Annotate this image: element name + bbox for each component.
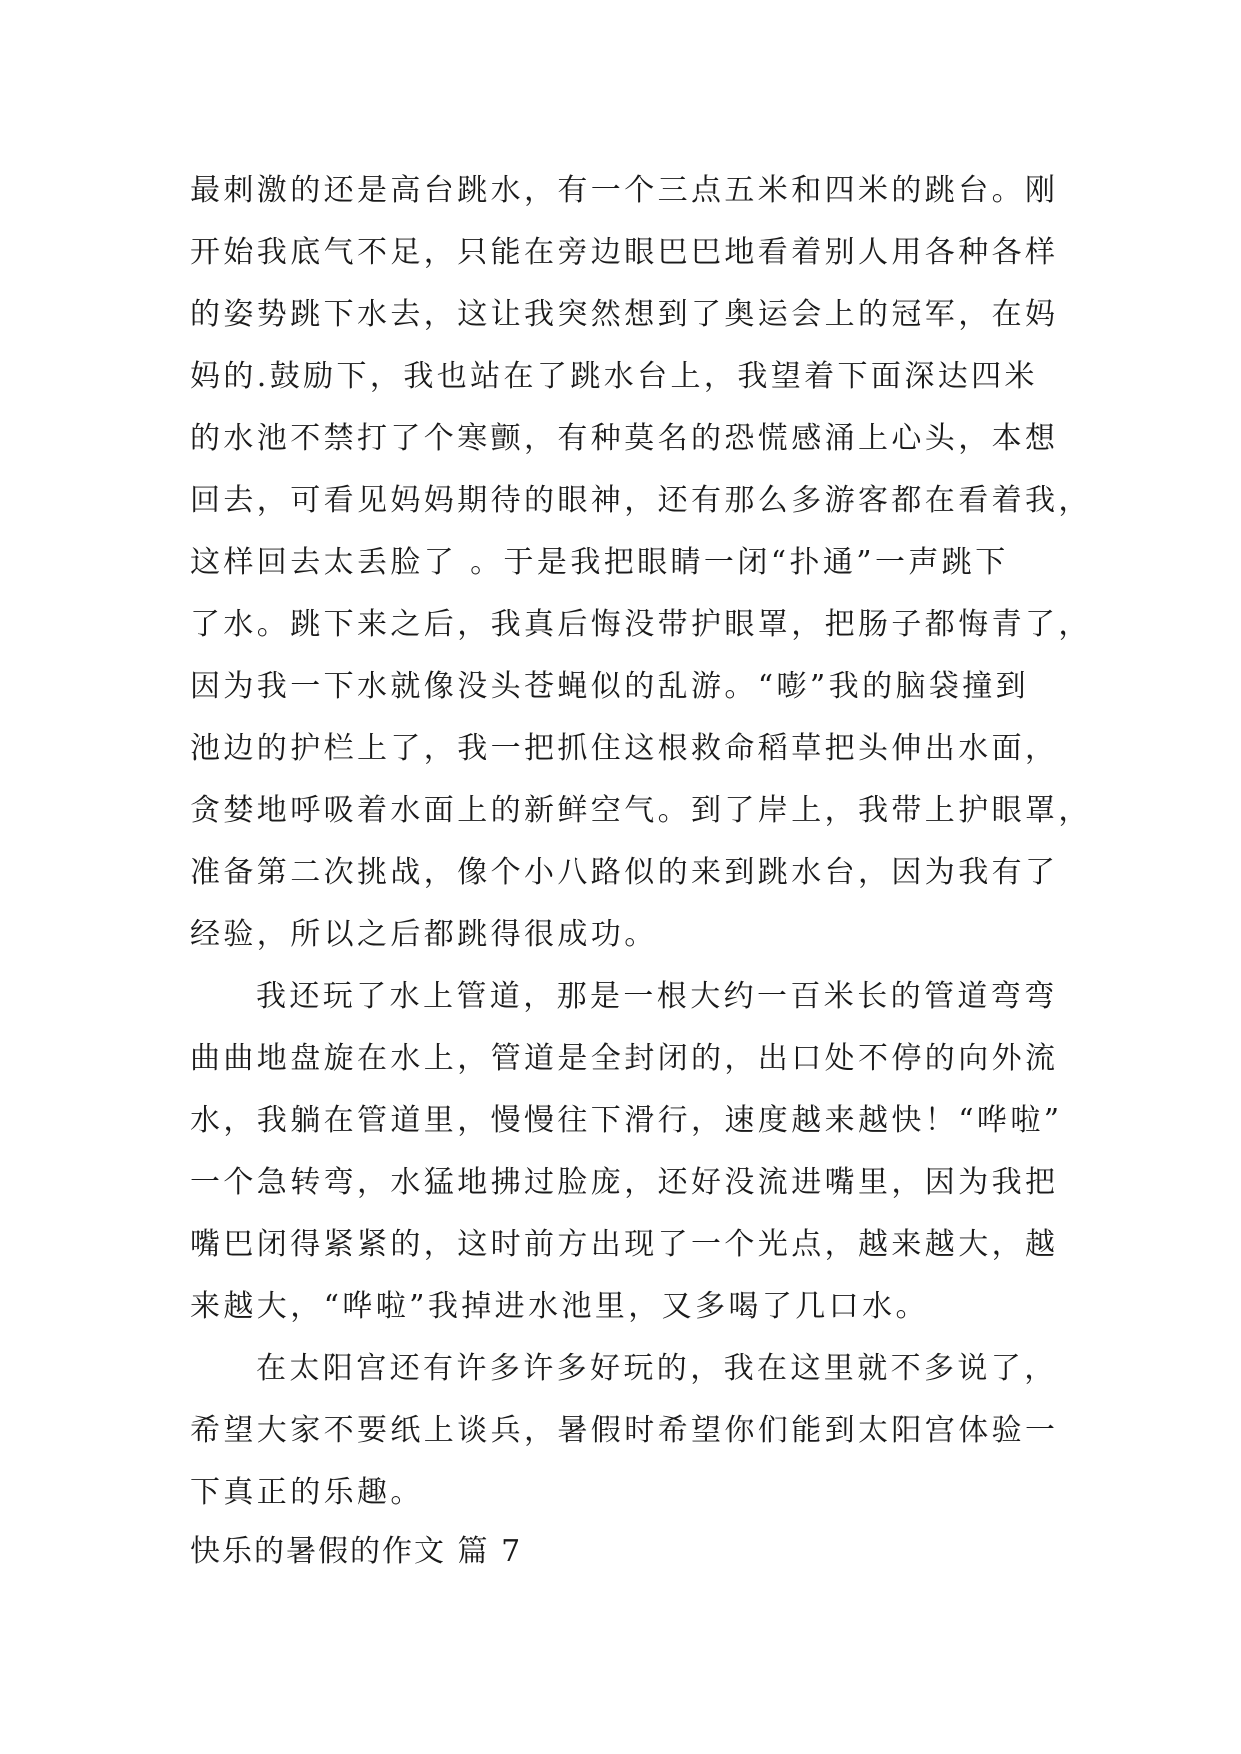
- text-line: 的水池不禁打了个寒颤，有种莫名的恐慌感涌上心头，本想: [190, 421, 1059, 456]
- text-line: 希望大家不要纸上谈兵，暑假时希望你们能到太阳宫体验一: [190, 1413, 1059, 1448]
- text-line: 最刺激的还是高台跳水，有一个三点五米和四米的跳台。刚: [190, 173, 1059, 208]
- text-line: 的姿势跳下水去，这让我突然想到了奥运会上的冠军，在妈: [190, 297, 1059, 332]
- text-line: 这样回去太丢脸了 。于是我把眼睛一闭“扑通”一声跳下: [190, 545, 1009, 580]
- essay-section-heading: 快乐的暑假的作文 篇 7: [190, 1534, 523, 1569]
- text-line: 在太阳宫还有许多许多好玩的，我在这里就不多说了，: [256, 1351, 1058, 1386]
- text-line: 因为我一下水就像没头苍蝇似的乱游。“嘭”我的脑袋撞到: [190, 669, 1030, 704]
- paragraph-conclusion: [190, 1338, 1070, 1524]
- text-line: 嘴巴闭得紧紧的，这时前方出现了一个光点，越来越大，越: [190, 1227, 1059, 1262]
- text-line: 准备第二次挑战，像个小八路似的来到跳水台，因为我有了: [190, 855, 1059, 890]
- text-line: 水，我躺在管道里，慢慢往下滑行，速度越来越快！“哗啦”: [190, 1103, 1063, 1138]
- text-line: 妈的.鼓励下，我也站在了跳水台上，我望着下面深达四米: [190, 359, 1038, 394]
- text-line: 我还玩了水上管道，那是一根大约一百米长的管道弯弯: [256, 979, 1058, 1014]
- text-line: 来越大，“哗啦”我掉进水池里，又多喝了几口水。: [190, 1289, 929, 1324]
- essay-body: [190, 160, 1092, 1524]
- paragraph-high-dive: [190, 160, 1092, 966]
- text-line: 经验，所以之后都跳得很成功。: [190, 917, 658, 952]
- text-line: 开始我底气不足，只能在旁边眼巴巴地看着别人用各种各样: [190, 235, 1059, 270]
- text-line: 一个急转弯，水猛地拂过脸庞，还好没流进嘴里，因为我把: [190, 1165, 1059, 1200]
- text-line: 回去，可看见妈妈期待的眼神，还有那么多游客都在看着我，: [190, 483, 1092, 518]
- paragraph-water-slide: [190, 966, 1070, 1338]
- text-line: 了水。跳下来之后，我真后悔没带护眼罩，把肠子都悔青了，: [190, 607, 1092, 642]
- text-line: 下真正的乐趣。: [190, 1475, 424, 1510]
- text-line: 贪婪地呼吸着水面上的新鲜空气。到了岸上，我带上护眼罩，: [190, 793, 1092, 828]
- text-line: 池边的护栏上了，我一把抓住这根救命稻草把头伸出水面，: [190, 731, 1059, 766]
- text-line: 曲曲地盘旋在水上，管道是全封闭的，出口处不停的向外流: [190, 1041, 1059, 1076]
